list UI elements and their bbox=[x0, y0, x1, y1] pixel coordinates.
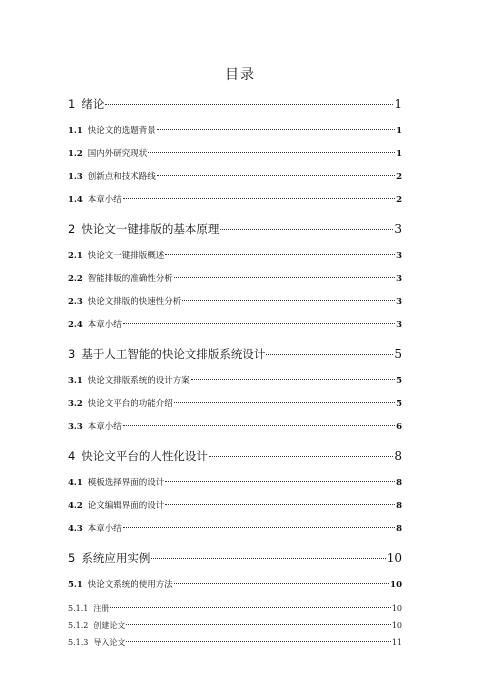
toc-section-entry[interactable] bbox=[68, 295, 402, 310]
toc-chapter-entry[interactable] bbox=[68, 448, 402, 468]
section-page-number: 1 bbox=[396, 149, 402, 159]
section-page-number: 8 bbox=[396, 501, 402, 511]
section-title: 创新点和技术路线 bbox=[87, 172, 156, 182]
chapter-number: 2 bbox=[68, 222, 76, 236]
toc-section-entry[interactable] bbox=[68, 249, 402, 264]
section-title: 论文编辑界面的设计 bbox=[87, 501, 165, 511]
chapter-number: 1 bbox=[68, 97, 76, 111]
toc-chapter-group bbox=[68, 550, 402, 649]
section-number: 4.3 bbox=[68, 524, 83, 534]
section-title: 本章小结 bbox=[87, 320, 122, 330]
toc-section-entry[interactable] bbox=[68, 272, 402, 287]
section-number: 1.2 bbox=[68, 149, 83, 159]
toc-section-entry[interactable] bbox=[68, 124, 402, 139]
section-page-number: 8 bbox=[396, 478, 402, 488]
section-title: 智能排版的准确性分析 bbox=[87, 274, 173, 284]
section-number: 1.3 bbox=[68, 172, 83, 182]
toc-section-entry[interactable] bbox=[68, 397, 402, 412]
section-title: 本章小结 bbox=[87, 524, 122, 534]
section-page-number: 10 bbox=[390, 580, 402, 590]
dot-leader bbox=[157, 175, 395, 176]
subsection-page-number: 11 bbox=[391, 638, 402, 647]
toc-section-entry[interactable] bbox=[68, 318, 402, 333]
dot-leader bbox=[191, 379, 395, 380]
section-page-number: 3 bbox=[396, 297, 402, 307]
toc-section-entry[interactable] bbox=[68, 147, 402, 162]
toc-chapter-group bbox=[68, 346, 402, 435]
subsection-page-number: 10 bbox=[391, 604, 402, 613]
dot-leader bbox=[123, 198, 395, 199]
section-title: 国内外研究现状 bbox=[87, 149, 148, 159]
toc-section-entry[interactable] bbox=[68, 499, 402, 514]
section-number: 3.2 bbox=[68, 399, 83, 409]
toc-subsection-entry[interactable] bbox=[68, 637, 402, 649]
section-number: 2.3 bbox=[68, 297, 83, 307]
section-page-number: 3 bbox=[396, 274, 402, 284]
section-number: 4.2 bbox=[68, 501, 83, 511]
dot-leader bbox=[123, 425, 395, 426]
dot-leader bbox=[165, 504, 395, 505]
section-number: 1.1 bbox=[68, 126, 83, 136]
toc-title: 目录 bbox=[225, 67, 255, 83]
chapter-title: 快论文一键排版的基本原理 bbox=[81, 222, 220, 236]
dot-leader bbox=[266, 354, 393, 355]
chapter-title: 快论文平台的人性化设计 bbox=[81, 449, 208, 463]
toc-subsection-entry[interactable] bbox=[68, 603, 402, 615]
dot-leader bbox=[165, 254, 395, 255]
dot-leader bbox=[105, 104, 393, 105]
toc-chapter-entry[interactable] bbox=[68, 96, 402, 116]
toc-chapter-group bbox=[68, 96, 402, 208]
section-title: 快论文的选题背景 bbox=[87, 126, 156, 136]
dot-leader bbox=[123, 323, 395, 324]
chapter-number: 3 bbox=[68, 347, 76, 361]
chapter-number: 4 bbox=[68, 449, 76, 463]
toc-section-entry[interactable] bbox=[68, 193, 402, 208]
section-page-number: 6 bbox=[396, 422, 402, 432]
chapter-number: 5 bbox=[68, 551, 76, 565]
toc-chapter-entry[interactable] bbox=[68, 221, 402, 241]
dot-leader bbox=[174, 583, 389, 584]
toc-chapter-group bbox=[68, 448, 402, 537]
chapter-title: 绪论 bbox=[81, 97, 105, 111]
subsection-title: 注册 bbox=[93, 604, 110, 613]
section-page-number: 1 bbox=[396, 126, 402, 136]
chapter-page-number: 8 bbox=[394, 449, 402, 463]
dot-leader bbox=[182, 300, 395, 301]
dot-leader bbox=[165, 481, 395, 482]
chapter-page-number: 10 bbox=[386, 551, 402, 565]
toc-chapter-entry[interactable] bbox=[68, 346, 402, 366]
chapter-title: 系统应用实例 bbox=[81, 551, 151, 565]
subsection-number: 5.1.2 bbox=[68, 621, 89, 630]
dot-leader bbox=[126, 641, 390, 642]
subsection-page-number: 10 bbox=[391, 621, 402, 630]
section-page-number: 3 bbox=[396, 320, 402, 330]
dot-leader bbox=[174, 277, 395, 278]
section-title: 快论文排版的快速性分析 bbox=[87, 297, 182, 307]
section-page-number: 2 bbox=[396, 172, 402, 182]
chapter-title: 基于人工智能的快论文排版系统设计 bbox=[81, 347, 266, 361]
chapter-page-number: 3 bbox=[394, 222, 402, 236]
chapter-page-number: 1 bbox=[394, 97, 402, 111]
section-page-number: 2 bbox=[396, 195, 402, 205]
section-page-number: 5 bbox=[396, 399, 402, 409]
toc-section-entry[interactable] bbox=[68, 522, 402, 537]
section-page-number: 5 bbox=[396, 376, 402, 386]
dot-leader bbox=[126, 624, 390, 625]
section-number: 3.1 bbox=[68, 376, 83, 386]
section-number: 1.4 bbox=[68, 195, 83, 205]
dot-leader bbox=[110, 607, 390, 608]
section-title: 本章小结 bbox=[87, 195, 122, 205]
section-number: 2.2 bbox=[68, 274, 83, 284]
toc-section-entry[interactable] bbox=[68, 420, 402, 435]
section-number: 2.1 bbox=[68, 251, 83, 261]
toc-section-entry[interactable] bbox=[68, 476, 402, 491]
dot-leader bbox=[157, 129, 395, 130]
dot-leader bbox=[151, 558, 385, 559]
table-of-contents bbox=[68, 94, 402, 662]
section-page-number: 8 bbox=[396, 524, 402, 534]
subsection-title: 导入论文 bbox=[93, 638, 126, 647]
section-number: 3.3 bbox=[68, 422, 83, 432]
section-title: 快论文排版系统的设计方案 bbox=[87, 376, 190, 386]
section-title: 模板选择界面的设计 bbox=[87, 478, 165, 488]
subsection-number: 5.1.1 bbox=[68, 604, 89, 613]
section-number: 5.1 bbox=[68, 580, 83, 590]
section-title: 快论文一键排版概述 bbox=[87, 251, 165, 261]
toc-chapter-group bbox=[68, 221, 402, 333]
dot-leader bbox=[123, 527, 395, 528]
toc-subsection-entry[interactable] bbox=[68, 620, 402, 632]
subsection-title: 创建论文 bbox=[93, 621, 126, 630]
dot-leader bbox=[209, 456, 394, 457]
section-page-number: 3 bbox=[396, 251, 402, 261]
toc-section-entry[interactable] bbox=[68, 578, 402, 593]
toc-section-entry[interactable] bbox=[68, 170, 402, 185]
section-title: 快论文平台的功能介绍 bbox=[87, 399, 173, 409]
section-title: 本章小结 bbox=[87, 422, 122, 432]
section-number: 4.1 bbox=[68, 478, 83, 488]
section-title: 快论文系统的使用方法 bbox=[87, 580, 173, 590]
toc-chapter-entry[interactable] bbox=[68, 550, 402, 570]
subsection-number: 5.1.3 bbox=[68, 638, 89, 647]
dot-leader bbox=[220, 229, 393, 230]
section-number: 2.4 bbox=[68, 320, 83, 330]
dot-leader bbox=[174, 402, 395, 403]
chapter-page-number: 5 bbox=[394, 347, 402, 361]
dot-leader bbox=[148, 152, 395, 153]
toc-section-entry[interactable] bbox=[68, 374, 402, 389]
